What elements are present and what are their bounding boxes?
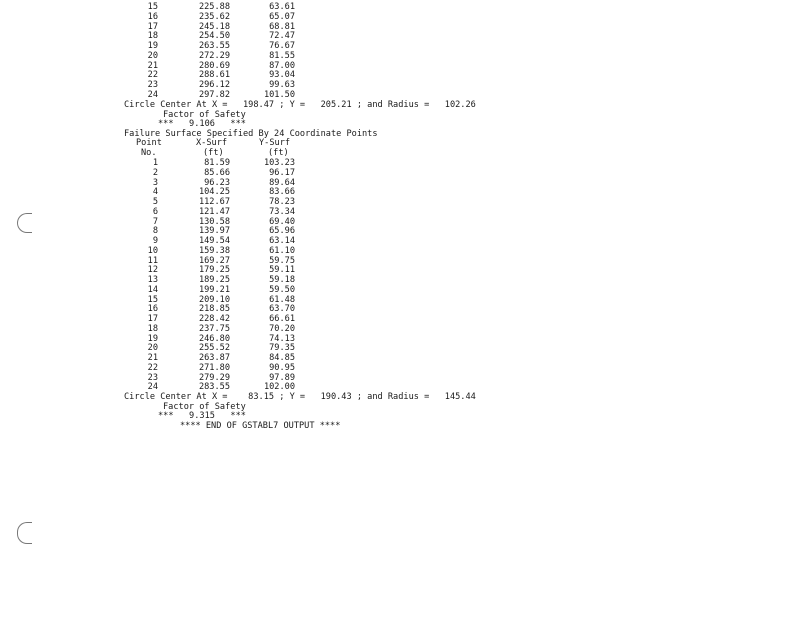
y-surf-cell: 59.18: [269, 275, 295, 285]
table-row: [0, 198, 520, 208]
y-surf-cell: 81.55: [269, 50, 295, 61]
x-surf-cell: 255.52: [198, 343, 230, 354]
y-surf-cell: 101.50: [263, 89, 295, 100]
table-row: [0, 296, 520, 306]
x-surf-cell: 283.55: [198, 382, 230, 393]
x-surf-cell: 130.58: [198, 216, 230, 227]
point-no-cell: 11: [147, 255, 158, 266]
point-no-cell: 23: [147, 372, 158, 383]
y-surf-cell: 66.61: [269, 314, 295, 324]
table-row: [0, 276, 520, 286]
y-surf-cell: 99.63: [269, 80, 295, 90]
point-no-cell: 17: [147, 314, 158, 324]
y-surf-cell: 74.13: [269, 333, 295, 344]
x-surf-cell: 85.66: [204, 167, 230, 178]
x-surf-cell: 121.47: [198, 206, 230, 217]
table-row: [0, 247, 520, 257]
y-surf-cell: 59.75: [269, 255, 295, 266]
table-row: [0, 42, 520, 52]
y-surf-cell: 78.23: [269, 197, 295, 207]
table-row: [0, 257, 520, 267]
table-row: [0, 32, 520, 42]
point-no-cell: 9: [152, 236, 158, 246]
point-no-cell: 7: [152, 216, 158, 227]
column-header-point: Point: [136, 138, 162, 148]
circle-center-line-2: Circle Center At X = 83.15 ; Y = 190.43 ; and Radius = 145.44: [124, 392, 476, 402]
factor-of-safety-value-2: *** 9.315 ***: [158, 411, 246, 421]
table-row: [0, 71, 520, 81]
point-no-cell: 16: [147, 304, 158, 315]
point-no-cell: 24: [147, 382, 158, 393]
circle-center-line-1: Circle Center At X = 198.47 ; Y = 205.21 ; and Radius = 102.26: [124, 100, 476, 110]
y-surf-cell: 103.23: [263, 158, 295, 168]
x-surf-cell: 288.61: [198, 70, 230, 81]
factor-of-safety-label-1: Factor of Safety: [163, 110, 246, 120]
point-no-cell: 18: [147, 323, 158, 334]
table-row: [0, 315, 520, 325]
x-surf-cell: 81.59: [204, 158, 230, 168]
column-header-x-surf: X-Surf: [196, 138, 228, 148]
point-no-cell: 19: [147, 333, 158, 344]
x-surf-cell: 228.42: [198, 314, 230, 324]
point-no-cell: 3: [152, 177, 158, 188]
y-surf-cell: 68.81: [269, 21, 295, 32]
end-of-output-line: **** END OF GSTABL7 OUTPUT ****: [180, 421, 341, 431]
y-surf-cell: 70.20: [269, 323, 295, 334]
table-row: [0, 179, 520, 189]
y-surf-cell: 72.47: [269, 31, 295, 42]
point-no-cell: 10: [147, 245, 158, 256]
table-row: [0, 169, 520, 179]
x-surf-cell: 139.97: [198, 226, 230, 237]
x-surf-cell: 104.25: [198, 187, 230, 198]
table-row: [0, 13, 520, 23]
table-row: [0, 364, 520, 374]
y-surf-cell: 90.95: [269, 362, 295, 373]
point-no-cell: 15: [147, 2, 158, 12]
point-no-cell: 17: [147, 21, 158, 32]
point-no-cell: 5: [152, 197, 158, 207]
table-row: [0, 335, 520, 345]
y-surf-cell: 63.70: [269, 304, 295, 315]
column-header-y-surf: Y-Surf: [259, 138, 291, 148]
table-row: [0, 52, 520, 62]
x-surf-cell: 263.87: [198, 353, 230, 363]
point-no-cell: 15: [147, 294, 158, 305]
table-row: [0, 305, 520, 315]
y-surf-cell: 63.61: [269, 2, 295, 12]
x-surf-cell: 209.10: [198, 294, 230, 305]
column-header-no: No.: [141, 148, 157, 158]
y-surf-cell: 73.34: [269, 206, 295, 217]
x-surf-cell: 199.21: [198, 284, 230, 295]
table-row: [0, 62, 520, 72]
table-row: [0, 3, 520, 13]
x-surf-cell: 246.80: [198, 333, 230, 344]
x-surf-cell: 237.75: [198, 323, 230, 334]
y-surf-cell: 83.66: [269, 187, 295, 198]
point-no-cell: 8: [152, 226, 158, 237]
y-surf-cell: 65.07: [269, 11, 295, 22]
x-surf-cell: 179.25: [198, 265, 230, 276]
x-surf-cell: 225.88: [198, 2, 230, 12]
x-surf-cell: 245.18: [198, 21, 230, 32]
point-no-cell: 4: [152, 187, 158, 198]
table-row: [0, 266, 520, 276]
point-no-cell: 18: [147, 31, 158, 42]
column-unit-x: (ft): [203, 148, 224, 158]
y-surf-cell: 93.04: [269, 70, 295, 81]
table-row: [0, 81, 520, 91]
punch-hole-mark: [17, 522, 32, 544]
y-surf-cell: 65.96: [269, 226, 295, 237]
y-surf-cell: 63.14: [269, 236, 295, 246]
x-surf-cell: 218.85: [198, 304, 230, 315]
point-no-cell: 21: [147, 60, 158, 71]
table-row: [0, 218, 520, 228]
y-surf-cell: 59.50: [269, 284, 295, 295]
y-surf-cell: 97.89: [269, 372, 295, 383]
x-surf-cell: 96.23: [204, 177, 230, 188]
x-surf-cell: 271.80: [198, 362, 230, 373]
x-surf-cell: 280.69: [198, 60, 230, 71]
y-surf-cell: 69.40: [269, 216, 295, 227]
x-surf-cell: 263.55: [198, 41, 230, 51]
x-surf-cell: 159.38: [198, 245, 230, 256]
x-surf-cell: 297.82: [198, 89, 230, 100]
column-unit-y: (ft): [268, 148, 289, 158]
factor-of-safety-value-1: *** 9.106 ***: [158, 119, 246, 129]
table-row: [0, 227, 520, 237]
table-row: [0, 344, 520, 354]
y-surf-cell: 89.64: [269, 177, 295, 188]
point-no-cell: 22: [147, 362, 158, 373]
point-no-cell: 1: [152, 158, 158, 168]
factor-of-safety-label-2: Factor of Safety: [163, 402, 246, 412]
x-surf-cell: 149.54: [198, 236, 230, 246]
table-row: [0, 159, 520, 169]
table-row: [0, 286, 520, 296]
y-surf-cell: 102.00: [263, 382, 295, 393]
table-row: [0, 208, 520, 218]
point-no-cell: 24: [147, 89, 158, 100]
point-no-cell: 14: [147, 284, 158, 295]
point-no-cell: 19: [147, 41, 158, 51]
point-no-cell: 21: [147, 353, 158, 363]
point-no-cell: 20: [147, 343, 158, 354]
table-row: [0, 188, 520, 198]
table-row: [0, 325, 520, 335]
y-surf-cell: 61.48: [269, 294, 295, 305]
y-surf-cell: 79.35: [269, 343, 295, 354]
point-no-cell: 22: [147, 70, 158, 81]
table-row: [0, 237, 520, 247]
y-surf-cell: 96.17: [269, 167, 295, 178]
point-no-cell: 13: [147, 275, 158, 285]
table-row: [0, 354, 520, 364]
table-row: [0, 91, 520, 101]
x-surf-cell: 279.29: [198, 372, 230, 383]
y-surf-cell: 76.67: [269, 41, 295, 51]
point-no-cell: 2: [152, 167, 158, 178]
failure-surface-title: Failure Surface Specified By 24 Coordinate Points: [124, 129, 378, 139]
point-no-cell: 23: [147, 80, 158, 90]
x-surf-cell: 169.27: [198, 255, 230, 266]
y-surf-cell: 59.11: [269, 265, 295, 276]
x-surf-cell: 272.29: [198, 50, 230, 61]
x-surf-cell: 296.12: [198, 80, 230, 90]
point-no-cell: 16: [147, 11, 158, 22]
table-row: [0, 374, 520, 384]
y-surf-cell: 61.10: [269, 245, 295, 256]
point-no-cell: 6: [152, 206, 158, 217]
y-surf-cell: 87.00: [269, 60, 295, 71]
point-no-cell: 20: [147, 50, 158, 61]
x-surf-cell: 235.62: [198, 11, 230, 22]
y-surf-cell: 84.85: [269, 353, 295, 363]
point-no-cell: 12: [147, 265, 158, 276]
x-surf-cell: 254.50: [198, 31, 230, 42]
x-surf-cell: 189.25: [198, 275, 230, 285]
table-row: [0, 23, 520, 33]
punch-hole-mark: [17, 213, 32, 233]
x-surf-cell: 112.67: [198, 197, 230, 207]
